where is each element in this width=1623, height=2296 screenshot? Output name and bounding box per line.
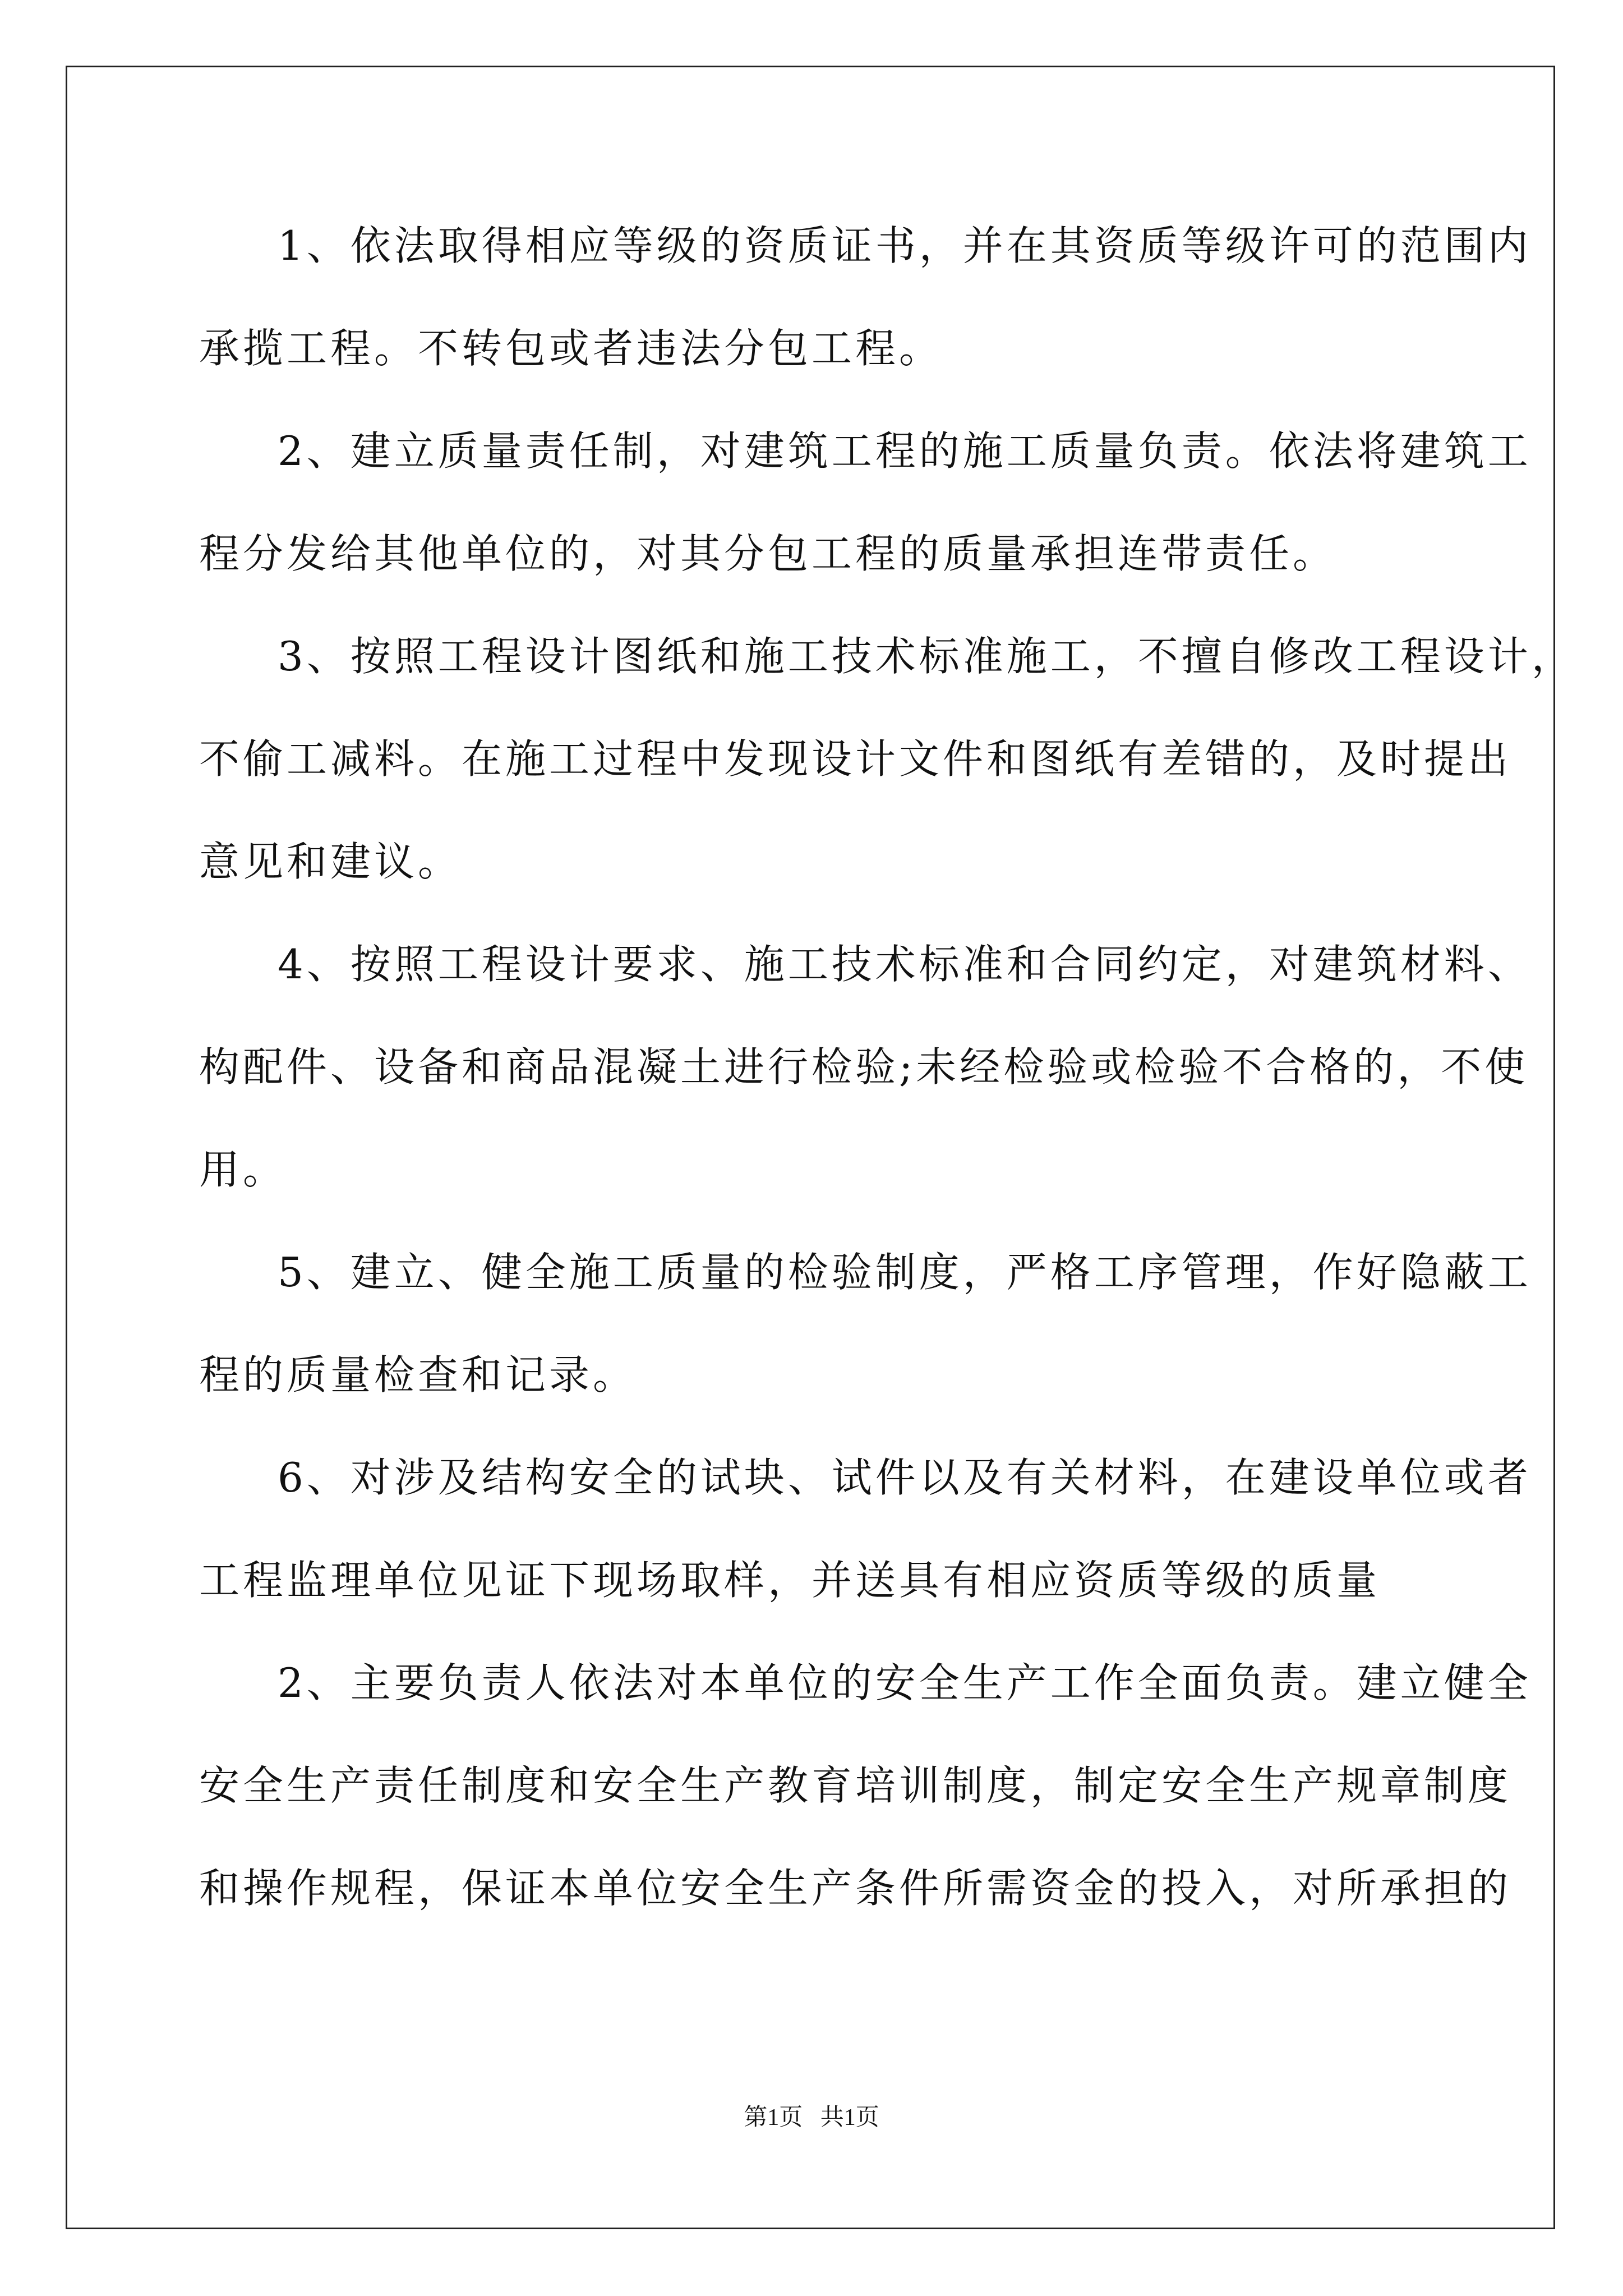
- paragraph-3-line-3: 意见和建议。: [199, 838, 462, 885]
- paragraph-6-line-2: 工程监理单位见证下现场取样，并送具有相应资质等级的质量: [199, 1557, 1381, 1604]
- page-number-footer: 第1页 共1页: [744, 2105, 879, 2131]
- paragraph-2-line-2: 程分发给其他单位的，对其分包工程的质量承担连带责任。: [199, 530, 1337, 577]
- paragraph-2-line-1: 2、建立质量责任制，对建筑工程的施工质量负责。依法将建筑工: [278, 427, 1532, 475]
- paragraph-1-line-1: 1、依法取得相应等级的资质证书，并在其资质等级许可的范围内: [278, 222, 1532, 269]
- paragraph-6-line-1: 6、对涉及结构安全的试块、试件以及有关材料，在建设单位或者: [278, 1454, 1532, 1501]
- paragraph-7-line-1: 2、主要负责人依法对本单位的安全生产工作全面负责。建立健全: [278, 1659, 1532, 1706]
- paragraph-7-line-2: 安全生产责任制度和安全生产教育培训制度，制定安全生产规章制度: [199, 1762, 1512, 1809]
- paragraph-5-line-1: 5、建立、健全施工质量的检验制度，严格工序管理，作好隐蔽工: [278, 1249, 1532, 1296]
- paragraph-7-line-3: 和操作规程，保证本单位安全生产条件所需资金的投入，对所承担的: [199, 1865, 1512, 1912]
- paragraph-3-line-1: 3、按照工程设计图纸和施工技术标准施工，不擅自修改工程设计，: [278, 633, 1575, 680]
- paragraph-4-line-2: 构配件、设备和商品混凝土进行检验;未经检验或检验不合格的，不使: [199, 1043, 1529, 1091]
- paragraph-4-line-3: 用。: [199, 1146, 287, 1193]
- paragraph-5-line-2: 程的质量检查和记录。: [199, 1351, 637, 1398]
- paragraph-3-line-2: 不偷工减料。在施工过程中发现设计文件和图纸有差错的，及时提出: [199, 735, 1512, 783]
- paragraph-4-line-1: 4、按照工程设计要求、施工技术标准和合同约定，对建筑材料、: [278, 941, 1532, 988]
- paragraph-1-line-2: 承揽工程。不转包或者违法分包工程。: [199, 325, 943, 372]
